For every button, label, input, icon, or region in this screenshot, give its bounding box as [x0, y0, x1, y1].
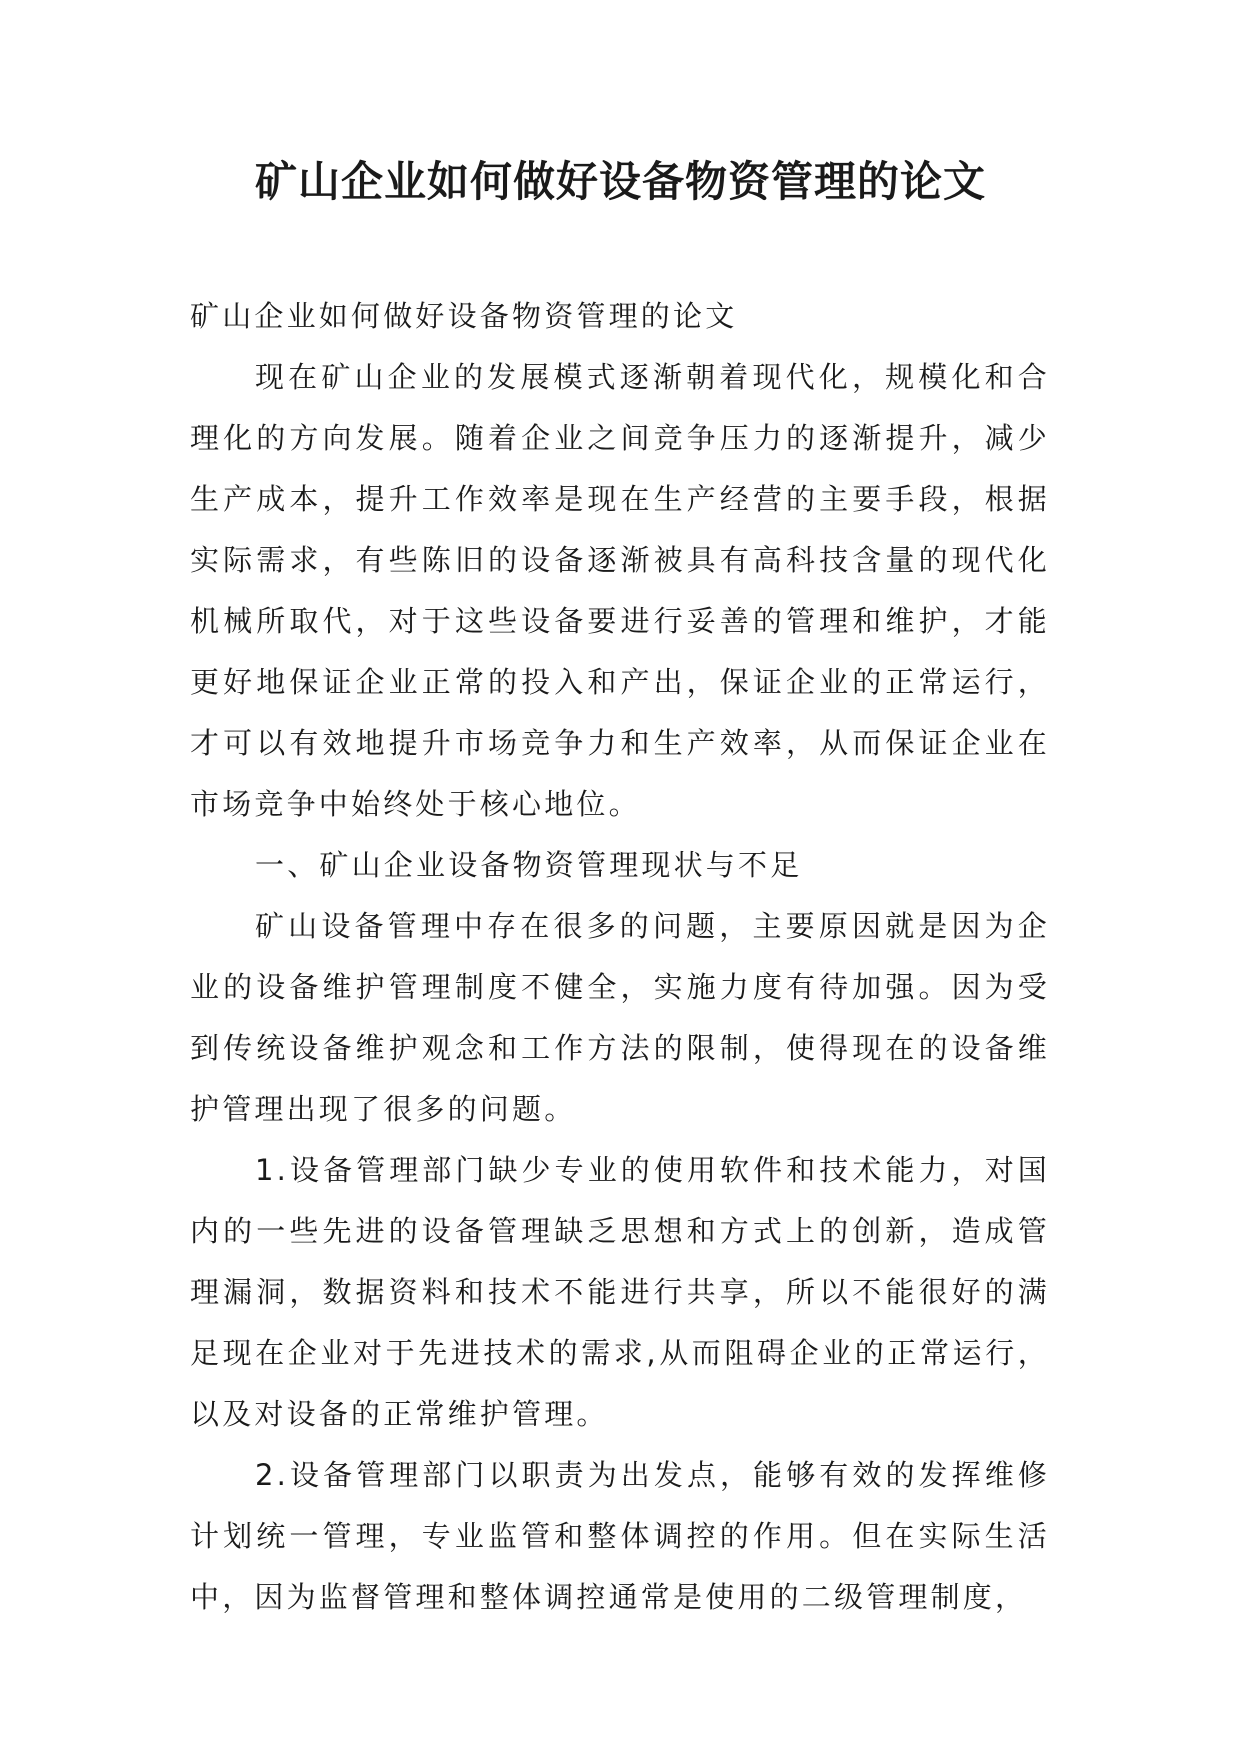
document-title: 矿山企业如何做好设备物资管理的论文 — [254, 157, 986, 206]
paragraph-point-2: 2.设备管理部门以职责为出发点，能够有效的发挥维修计划统一管理，专业监管和整体调控的作用。但在实际生活中，因为监督管理和整体调控通常是使用的二级管理制度， — [190, 1458, 1050, 1614]
paragraph-problems: 矿山设备管理中存在很多的问题，主要原因就是因为企业的设备维护管理制度不健全，实施力度有待加强。因为受到传统设备维护观念和工作方法的限制，使得现在的设备维护管理出现了很多的问题。 — [190, 909, 1050, 1126]
paragraph-subtitle: 矿山企业如何做好设备物资管理的论文 — [190, 299, 738, 333]
paragraph-point-1: 1.设备管理部门缺少专业的使用软件和技术能力，对国内的一些先进的设备管理缺乏思想和方式上的创新，造成管理漏洞，数据资料和技术不能进行共享，所以不能很好的满足现在企业对于先进技术的需求,从而阻碍企业的正常运行，以及对设备的正常维护管理。 — [190, 1153, 1050, 1431]
document-body — [190, 286, 1050, 1628]
section-heading: 一、矿山企业设备物资管理现状与不足 — [255, 848, 803, 882]
paragraph-intro: 现在矿山企业的发展模式逐渐朝着现代化，规模化和合理化的方向发展。随着企业之间竞争压力的逐渐提升，减少生产成本，提升工作效率是现在生产经营的主要手段，根据实际需求，有些陈旧的设备逐渐被具有高科技含量的现代化机械所取代，对于这些设备要进行妥善的管理和维护，才能更好地保证企业正常的投入和产出，保证企业的正常运行，才可以有效地提升市场竞争力和生产效率，从而保证企业在市场竞争中始终处于核心地位。 — [190, 360, 1050, 821]
